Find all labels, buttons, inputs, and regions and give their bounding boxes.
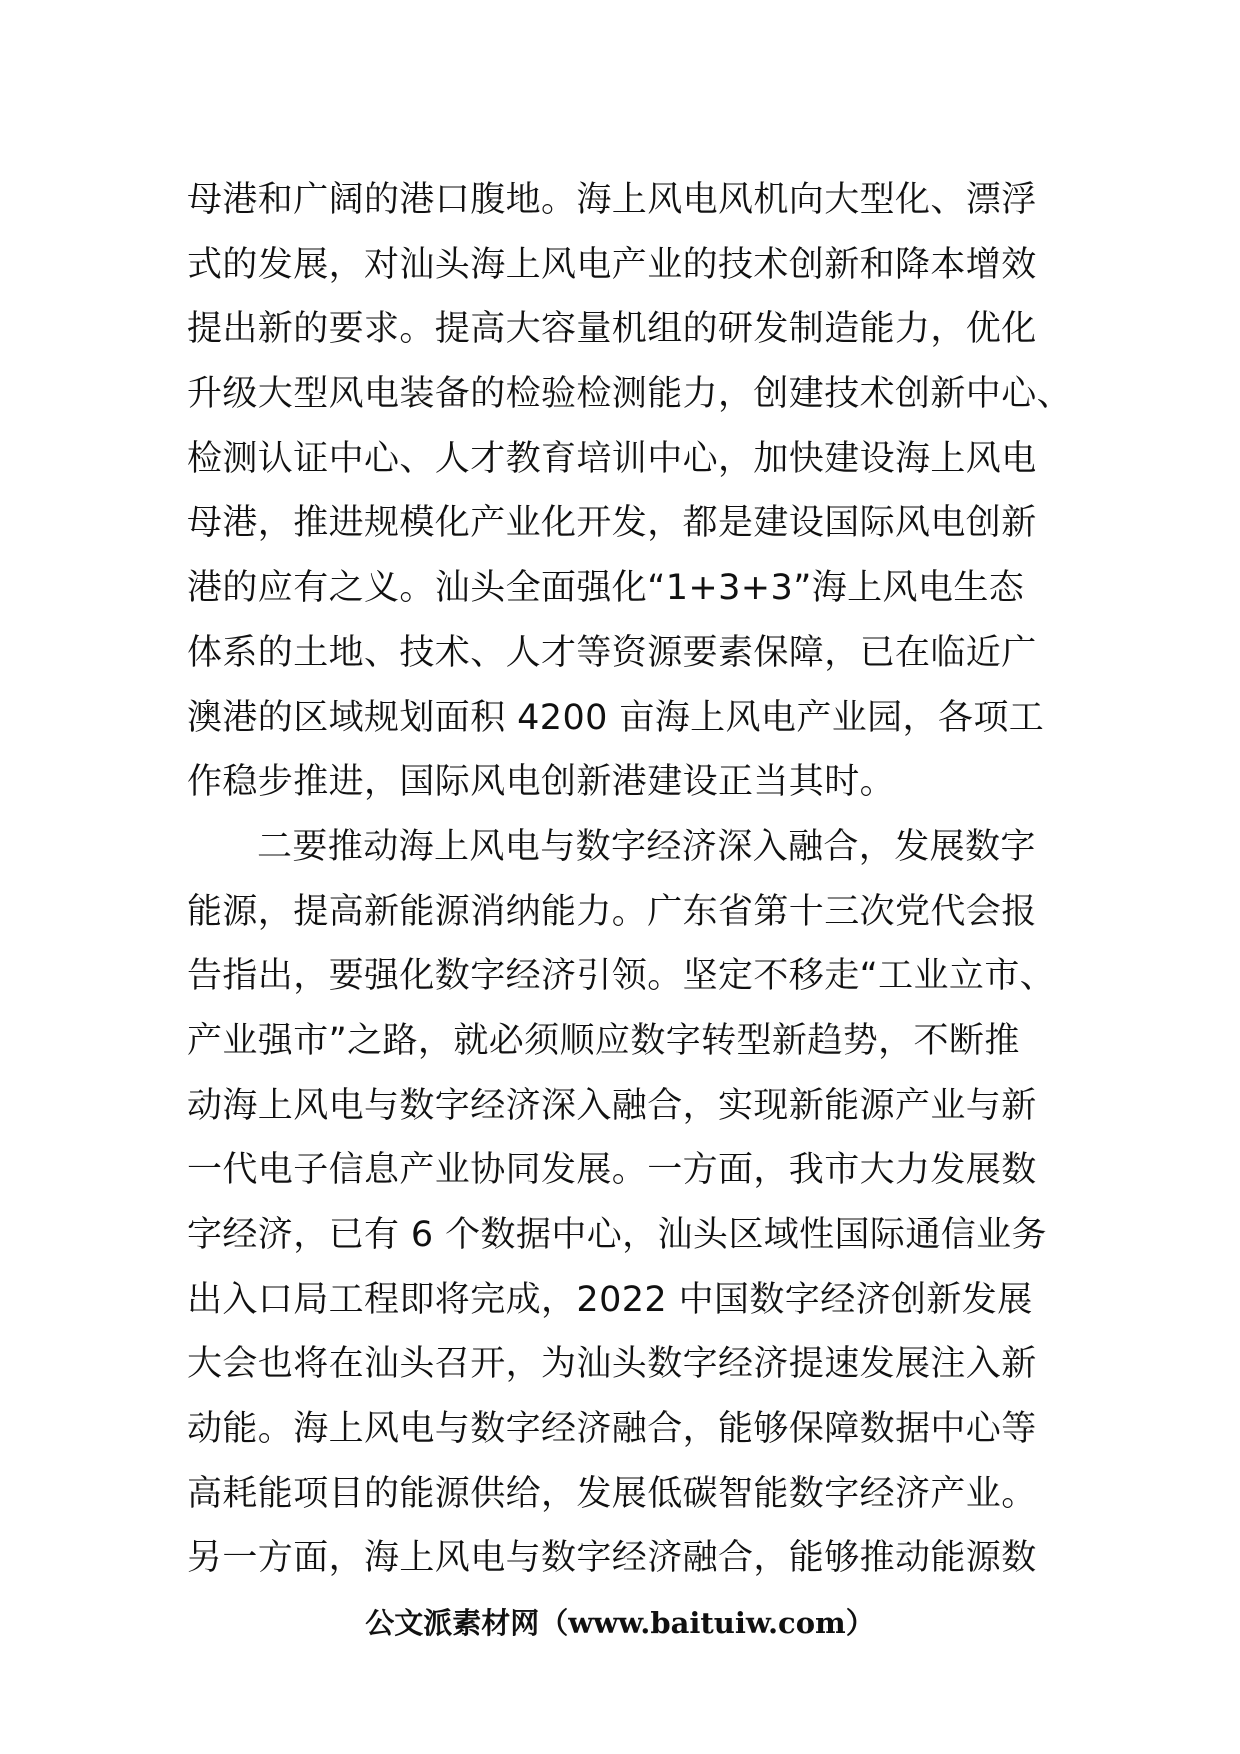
text-line: 大会也将在汕头召开，为汕头数字经济提速发展注入新 [187,1344,1037,1385]
text-line: 出入口局工程即将完成，2022 中国数字经济创新发展 [187,1279,1033,1320]
text-line: 动能。海上风电与数字经济融合，能够保障数据中心等 [187,1409,1037,1450]
text-line: 母港，推进规模化产业化开发，都是建设国际风电创新 [187,503,1037,544]
text-line: 提出新的要求。提高大容量机组的研发制造能力，优化 [187,309,1037,350]
text-line: 告指出，要强化数字经济引领。坚定不移走“工业立市、 [187,956,1056,997]
text-line: 港的应有之义。汕头全面强化“1+3+3”海上风电生态 [187,568,1025,609]
text-line: 字经济，已有 6 个数据中心，汕头区域性国际通信业务 [187,1215,1047,1255]
text-line: 母港和广阔的港口腹地。海上风电风机向大型化、漂浮 [187,180,1037,220]
text-line: 能源，提高新能源消纳能力。广东省第十三次党代会报 [187,891,1037,932]
text-line: 检测认证中心、人才教育培训中心，加快建设海上风电 [187,438,1037,479]
text-line: 式的发展，对汕头海上风电产业的技术创新和降本增效 [187,244,1037,285]
text-line: 产业强市”之路，就必须顺应数字转型新趋势，不断推 [187,1020,1020,1061]
text-line: 另一方面，海上风电与数字经济融合，能够推动能源数 [187,1538,1037,1579]
text-line: 作稳步推进，国际风电创新港建设正当其时。 [187,762,896,803]
text-line: 升级大型风电装备的检验检测能力，创建技术创新中心、 [187,374,1073,415]
paragraph-start-line: 二要推动海上风电与数字经济深入融合，发展数字 [257,826,1036,867]
text-line: 澳港的区域规划面积 4200 亩海上风电产业园，各项工 [187,697,1045,738]
body-text [187,168,1073,1591]
footer-watermark: 公文派素材网（www.baituiw.com） [365,1606,875,1640]
text-line: 高耗能项目的能源供给，发展低碳智能数字经济产业。 [187,1473,1037,1514]
text-line: 动海上风电与数字经济深入融合，实现新能源产业与新 [187,1085,1037,1126]
text-line: 一代电子信息产业协同发展。一方面，我市大力发展数 [187,1150,1037,1191]
text-line: 体系的土地、技术、人才等资源要素保障，已在临近广 [187,632,1037,673]
